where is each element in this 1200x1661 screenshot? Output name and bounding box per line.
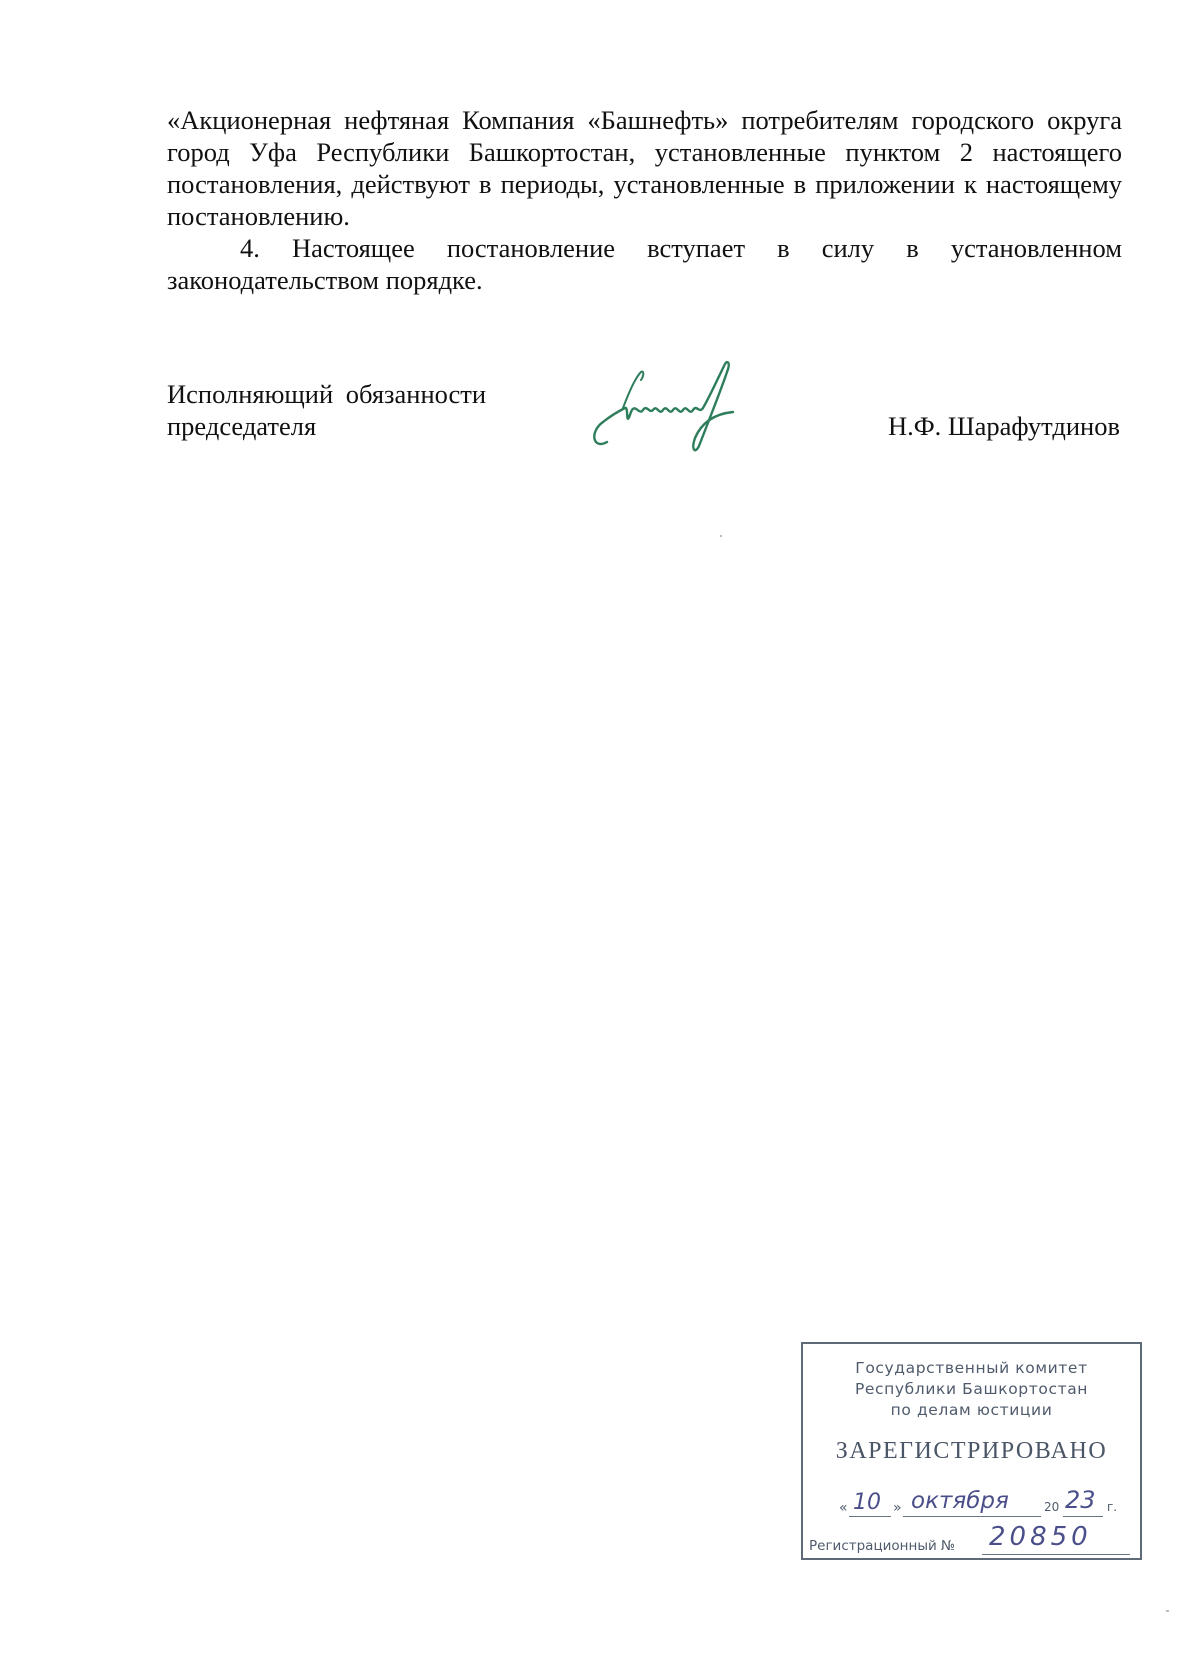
stamp-number-underline — [982, 1554, 1130, 1555]
signatory-title-line2: председателя — [167, 411, 317, 441]
signatory-name: Н.Ф. Шарафутдинов — [887, 411, 1120, 441]
registration-stamp — [801, 1342, 1142, 1560]
stamp-registration-number — [809, 1522, 1137, 1556]
stamp-year-prefix: 20 — [1044, 1500, 1060, 1514]
stamp-org-line2: Республики Башкортостан — [854, 1380, 1089, 1398]
stamp-number-value: 20850 — [989, 1522, 1092, 1552]
scan-speck — [1166, 1610, 1169, 1612]
stamp-date — [839, 1484, 1129, 1518]
stamp-year-suffix: 23 — [1065, 1486, 1096, 1514]
stamp-status: ЗАРЕГИСТРИРОВАНО — [835, 1438, 1108, 1464]
paragraph-continuation: «Акционерная нефтяная Компания «Башнефть» потребителям городского округа город Уфа Республики Башкортостан, установленные пунктом 2 настоящего постановления, действуют в периоды, установленные в приложении к настоящему постановлению. — [167, 105, 1122, 231]
document-body — [167, 104, 1122, 296]
stamp-month: октября — [911, 1488, 1009, 1514]
handwritten-signature — [585, 350, 745, 470]
signatory-title — [167, 378, 486, 442]
signatory-title-line1: Исполняющий обязанности — [167, 379, 487, 409]
stamp-number-label: Регистрационный № — [809, 1538, 956, 1554]
scan-speck — [720, 535, 722, 537]
stamp-organization — [803, 1358, 1140, 1421]
stamp-date-open-quote: « — [839, 1500, 848, 1516]
paragraph-item-4: 4. Настоящее постановление вступает в силу в установленном законодательством порядке. — [167, 233, 1122, 295]
stamp-org-line1: Государственный комитет — [855, 1359, 1088, 1377]
stamp-day: 10 — [853, 1490, 881, 1515]
stamp-day-underline — [849, 1516, 891, 1517]
stamp-month-underline — [903, 1516, 1041, 1517]
stamp-year-unit: г. — [1107, 1500, 1118, 1514]
stamp-year-underline — [1063, 1516, 1103, 1517]
stamp-date-close-quote: » — [893, 1500, 902, 1516]
stamp-org-line3: по делам юстиции — [890, 1401, 1053, 1419]
